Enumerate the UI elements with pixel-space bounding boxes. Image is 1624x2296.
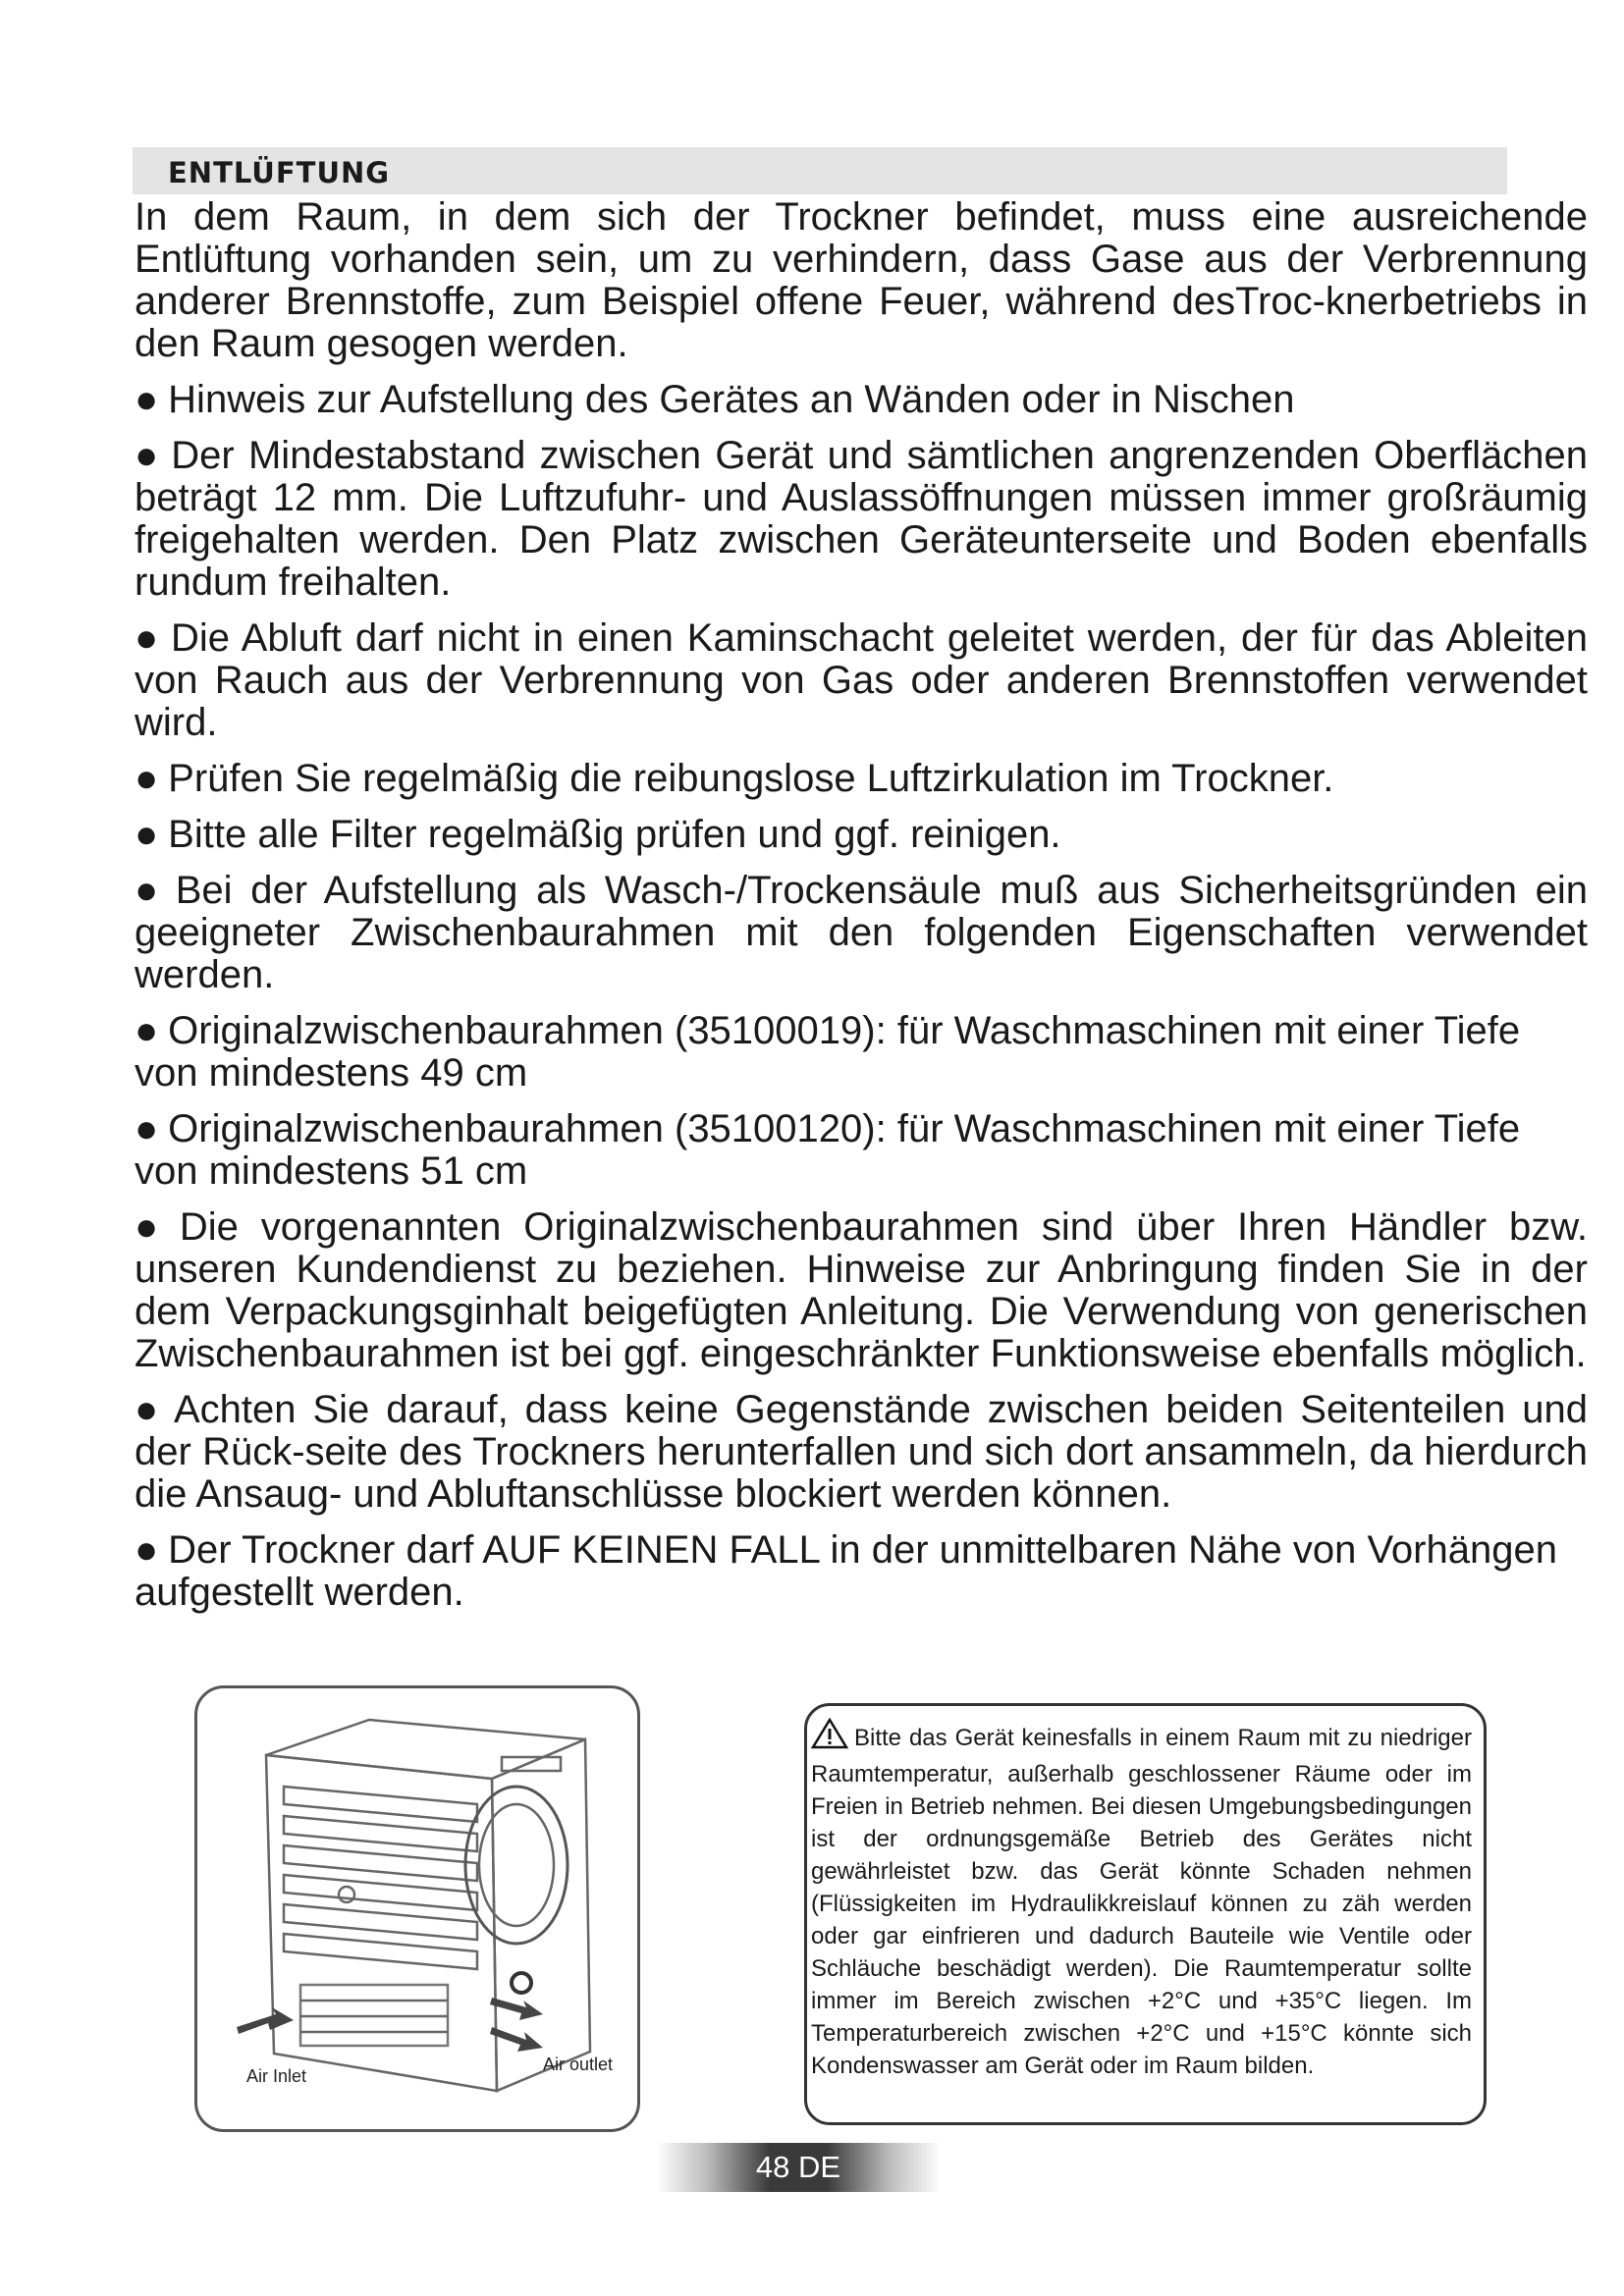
air-outlet-label: Air outlet <box>543 2055 614 2074</box>
bullet-paragraph: ● Prüfen Sie regelmäßig die reibungslose Luftzirkulation im Trockner. <box>135 757 1334 800</box>
bullet-icon: ● <box>135 1009 159 1052</box>
dryer-illustration <box>194 1685 640 2132</box>
bullet-paragraph: ● Achten Sie darauf, dass keine Gegenstände zwischen beiden Seitenteilen und der Rück-seite des Trockners herunterfallen und sich dort ansammeln, da hierdurch die Ansaug- und Abluftanschlüsse blockiert werden können. <box>135 1388 1588 1516</box>
bullet-paragraph: ● Die vorgenannten Originalzwischenbaurahmen sind über Ihren Händler bzw. unseren Kundendienst zu beziehen. Hinweise zur Anbringung finden Sie in der dem Verpackungsginhalt beigefügten Anleitung. Die Verwendung von generischen Zwischenbaurahmen ist bei ggf. eingeschränkter Funktionsweise ebenfalls möglich. <box>135 1205 1588 1375</box>
bullet-paragraph: ● Bei der Aufstellung als Wasch-/Trockensäule muß aus Sicherheitsgründen ein geeigneter Zwischenbaurahmen mit den folgenden Eigenschaften verwendet werden. <box>135 869 1588 996</box>
warning-icon <box>811 1718 848 1758</box>
bullet-icon: ● <box>135 1107 159 1150</box>
warning-text: Bitte das Gerät keinesfalls in einem Raum mit zu niedriger Raumtemperatur, außerhalb geschlossener Räume oder im Freien in Betrieb nehmen. Bei diesen Umgebungsbedingungen ist der ordnungsgemäße Betrieb des Gerätes nicht gewährleistet bzw. das Gerät könnte Schaden nehmen (Flüssigkeiten im Hydraulikkreislauf können zu zäh werden oder gar einfrieren und dadurch Bauteile wie Ventile oder Schläuche beschädigt werden). Die Raumtemperatur sollte immer im Bereich zwischen +2°C und +35°C liegen. Im Temperaturbereich zwischen +2°C und +15°C könnte sich Kondenswasser am Gerät oder im Raum bilden. <box>811 1725 1472 2079</box>
bullet-icon: ● <box>135 1205 170 1249</box>
bullet-icon: ● <box>135 1528 159 1572</box>
body-text <box>135 196 1588 1628</box>
air-inlet-label: Air Inlet <box>246 2066 307 2086</box>
intro-paragraph: In dem Raum, in dem sich der Trockner befindet, muss eine ausreichende Entlüftung vorhanden sein, um zu verhindern, dass Gase aus der Verbrennung anderer Brennstoffe, zum Beispiel offene Feuer, während desTroc-knerbetriebs in den Raum gesogen werden. <box>135 195 1588 365</box>
warning-box <box>804 1703 1487 2125</box>
bullet-icon: ● <box>135 813 159 856</box>
bullet-paragraph: ● Bitte alle Filter regelmäßig prüfen und ggf. reinigen. <box>135 813 1061 856</box>
bullet-icon: ● <box>135 378 159 421</box>
bullet-paragraph: ● Der Trockner darf AUF KEINEN FALL in der unmittelbaren Nähe von Vorhängen aufgestellt werden. <box>135 1528 1557 1614</box>
bullet-paragraph: ● Originalzwischenbaurahmen (35100019): für Waschmaschinen mit einer Tiefe von mindestens 49 cm <box>135 1009 1521 1095</box>
bullet-icon: ● <box>135 434 162 477</box>
section-title: ENTLÜFTUNG <box>168 156 391 189</box>
section-header-bar <box>133 147 1507 194</box>
bullet-icon: ● <box>135 1388 164 1431</box>
bullet-icon: ● <box>135 616 161 660</box>
bullet-paragraph: ● Originalzwischenbaurahmen (35100120): für Waschmaschinen mit einer Tiefe von mindestens 51 cm <box>135 1107 1521 1193</box>
bullet-paragraph: ● Die Abluft darf nicht in einen Kaminschacht geleitet werden, der für das Ableiten von Rauch aus der Verbrennung von Gas oder anderen Brennstoffen verwendet wird. <box>135 616 1588 744</box>
page-number: 48 DE <box>656 2143 941 2192</box>
bullet-icon: ● <box>135 869 166 912</box>
bullet-icon: ● <box>135 757 159 800</box>
bullet-paragraph: ● Der Mindestabstand zwischen Gerät und sämtlichen angrenzenden Oberflächen beträgt 12 mm. Die Luftzufuhr- und Auslassöffnungen müssen immer großräumig freigehalten werden. Den Platz zwischen Geräteunterseite und Boden ebenfalls rundum freihalten. <box>135 434 1588 604</box>
bullet-paragraph: ● Hinweis zur Aufstellung des Gerätes an Wänden oder in Nischen <box>135 378 1295 421</box>
